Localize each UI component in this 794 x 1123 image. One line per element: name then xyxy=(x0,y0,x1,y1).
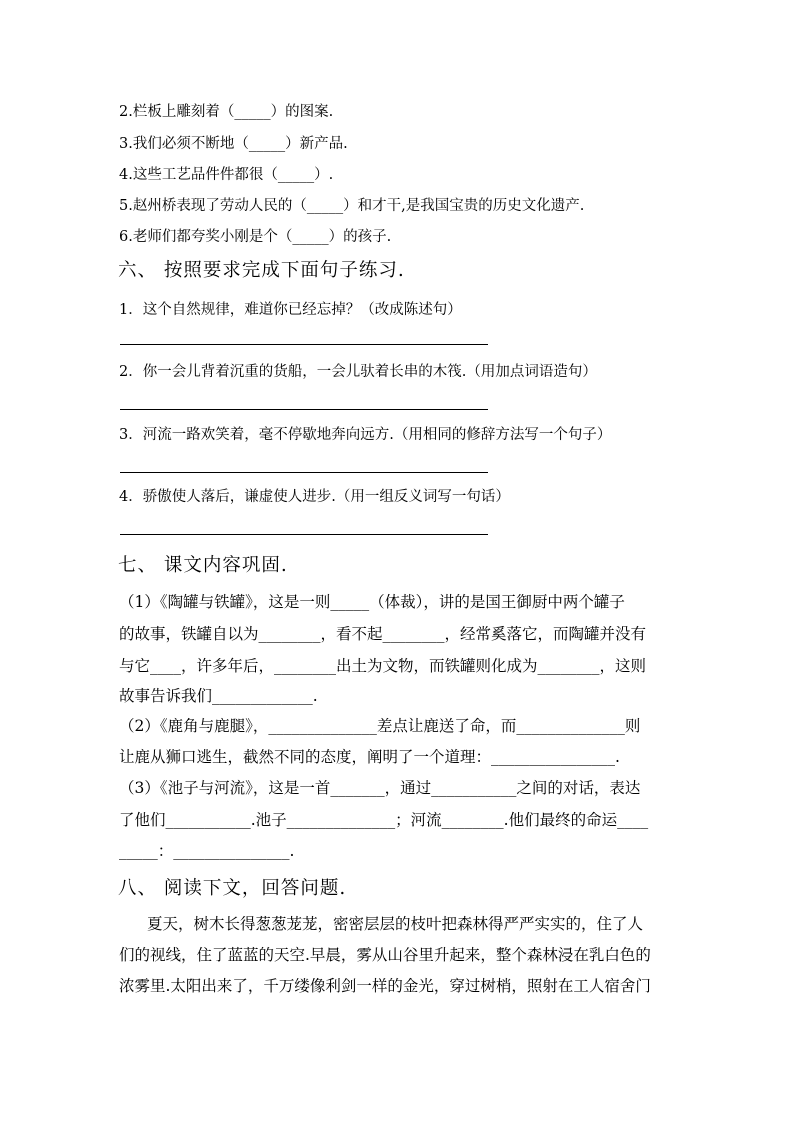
section-7-line-4: 故事告诉我们_____________. xyxy=(119,687,318,705)
section-7-line-8: 了他们___________.池子______________；河流________.他们最终的命运____ xyxy=(119,811,649,829)
section-7-line-9: _____：_______________. xyxy=(119,842,295,860)
question-6-2: 2．你一会儿背着沉重的货船，一会儿驮着长串的木筏.（用加点词语造句） xyxy=(119,364,597,380)
question-6-1: 1．这个自然规律，难道你已经忘掉？（改成陈述句） xyxy=(119,302,462,318)
fill-item-2: 2.栏板上雕刻着（_____）的图案. xyxy=(119,104,334,120)
reading-line-2: 们的视线，住了蓝蓝的天空.早晨，雾从山谷里升起来，整个森林浸在乳白色的 xyxy=(119,946,651,964)
answer-line-6-2[interactable] xyxy=(120,409,488,410)
section-7-line-1: （1）《陶罐与铁罐》，这是一则_____（体裁），讲的是国王御厨中两个罐子 xyxy=(119,593,625,611)
question-6-3: 3．河流一路欢笑着，毫不停歇地奔向远方.（用相同的修辞方法写一个句子） xyxy=(119,427,612,443)
reading-line-3: 浓雾里.太阳出来了，千万缕像利剑一样的金光，穿过树梢，照射在工人宿舍门 xyxy=(119,977,651,995)
section-8-heading: 八、 阅读下文，回答问题. xyxy=(118,878,347,899)
fill-item-6: 6.老师们都夸奖小刚是个（_____）的孩子. xyxy=(119,229,392,245)
section-7-line-7: （3）《池子与河流》，这是一首_______，通过___________之间的对话，表达 xyxy=(119,779,641,797)
answer-line-6-3[interactable] xyxy=(120,472,488,473)
section-6-heading: 六、 按照要求完成下面句子练习. xyxy=(118,260,405,281)
fill-item-5: 5.赵州桥表现了劳动人民的（_____）和才干,是我国宝贵的历史文化遗产. xyxy=(119,198,585,214)
fill-item-4: 4.这些工艺品件件都很（_____）. xyxy=(119,167,334,183)
section-7-line-5: （2）《鹿角与鹿腿》，______________差点让鹿送了命，而______________则 xyxy=(119,717,641,735)
fill-item-3: 3.我们必须不断地（_____）新产品. xyxy=(119,136,348,152)
answer-line-6-1[interactable] xyxy=(120,344,488,345)
section-7-line-2: 的故事，铁罐自以为________，看不起________，经常奚落它，而陶罐并没有 xyxy=(119,625,647,643)
section-7-line-3: 与它____，许多年后，________出土为文物，而铁罐则化成为________，这则 xyxy=(119,657,647,675)
section-7-heading: 七、 课文内容巩固. xyxy=(118,555,288,576)
reading-line-1: 夏天，树木长得葱葱茏茏，密密层层的枝叶把森林得严严实实的，住了人 xyxy=(147,915,644,933)
answer-line-6-4[interactable] xyxy=(120,534,488,535)
section-7-line-6: 让鹿从狮口逃生，截然不同的态度，阐明了一个道理：________________. xyxy=(119,748,620,766)
question-6-4: 4．骄傲使人落后，谦虚使人进步.（用一组反义词写一句话） xyxy=(119,489,510,505)
